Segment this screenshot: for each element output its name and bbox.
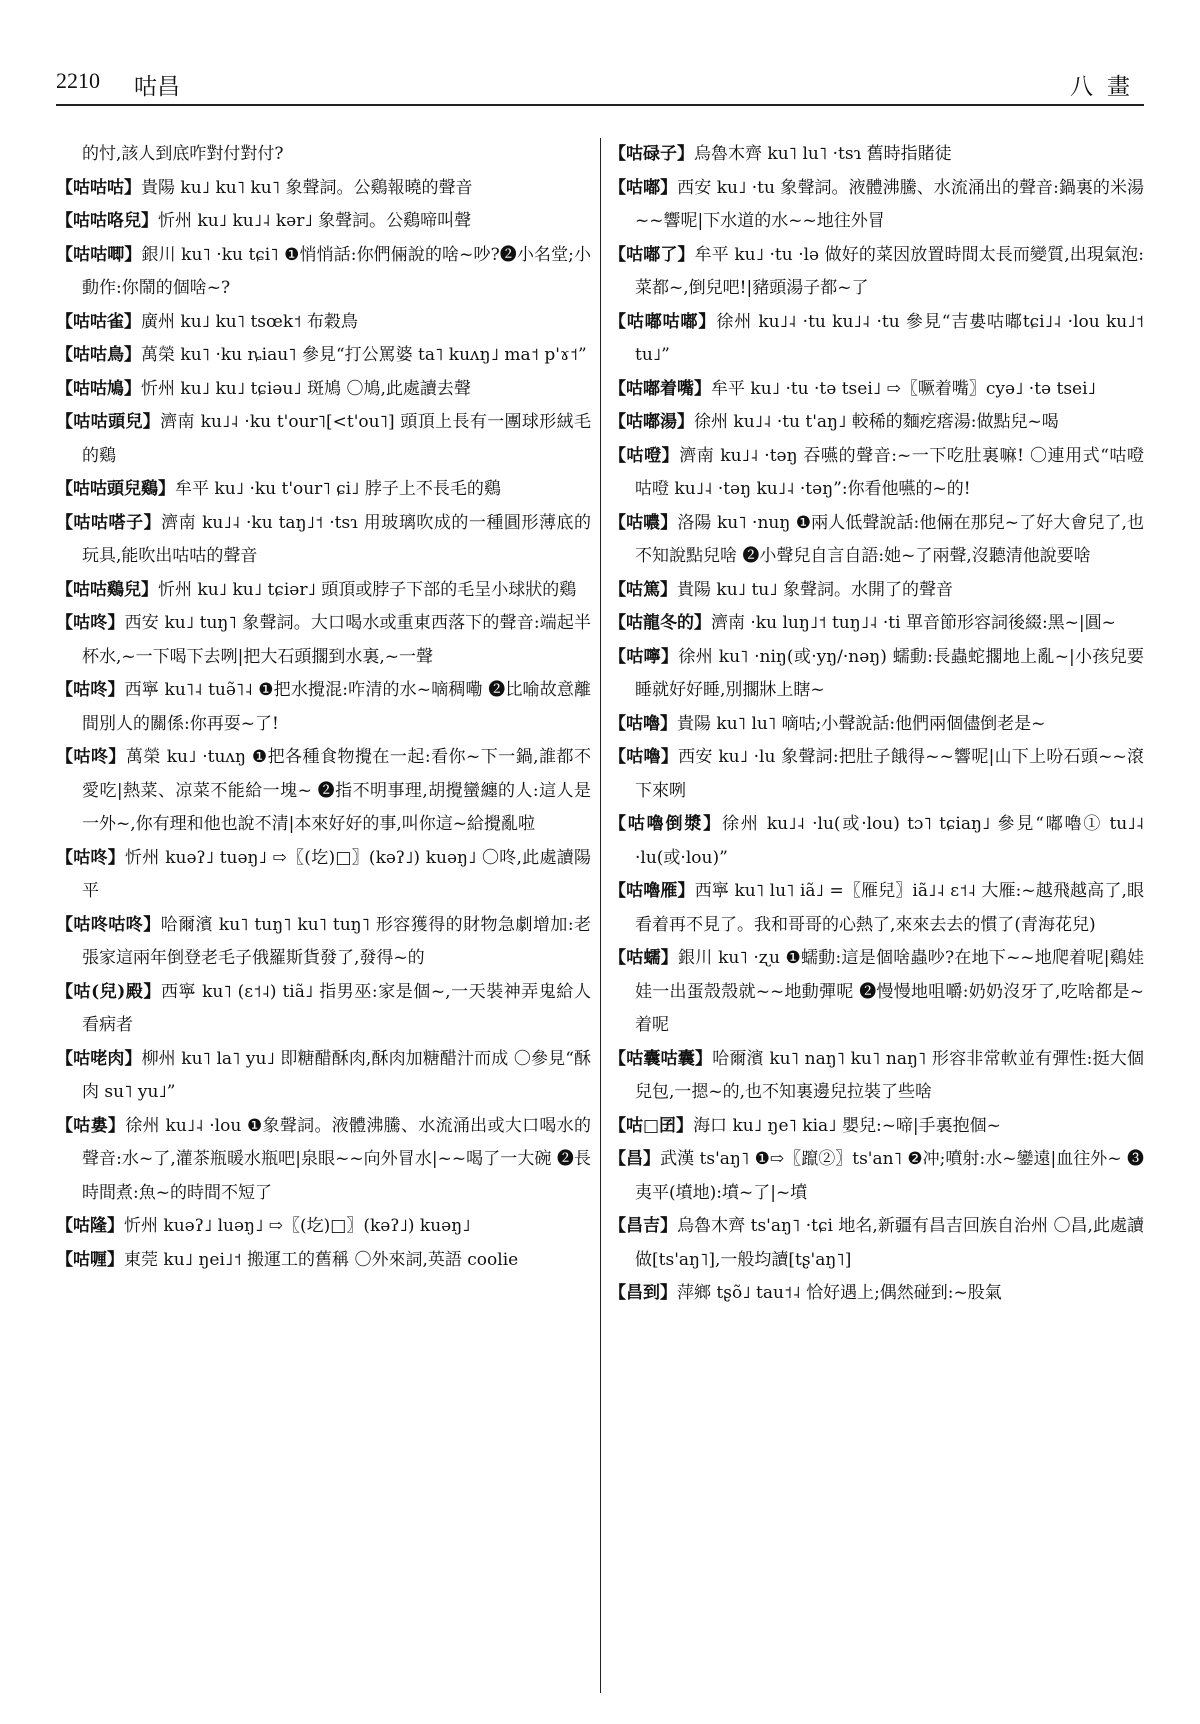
running-headword: 咕昌 [134, 74, 180, 100]
dictionary-entry [56, 976, 591, 1043]
entry-headword: 【咕篤】 [609, 579, 677, 600]
dictionary-entry [609, 1210, 1144, 1277]
entry-headword: 【咕咚】 [56, 847, 126, 868]
entry-headword: 【咕喱】 [56, 1249, 124, 1270]
entry-definition: 貴陽 ku˩ tu˩ 象聲詞。水開了的聲音 [677, 579, 954, 600]
entry-headword: 【咕碌子】 [609, 144, 694, 164]
dictionary-entry [56, 1110, 591, 1211]
dictionary-entry [609, 138, 1144, 172]
entry-headword: 【咕咕唧】 [56, 244, 142, 265]
entry-definition: 西寧 ku˥ lu˥ iã˩ =〖雁兒〗iã˩˨ ɛ˦˨ 大雁:~越飛越高了,眼看着再不見了。我和哥哥的心熱了,來來去去的慣了(青海花兒) [635, 881, 1144, 935]
entry-headword: 【咕婁】 [56, 1115, 126, 1136]
dictionary-entry [609, 306, 1144, 373]
entry-definition: 徐州 ku˩˨ ·tu ku˩˨ ·tu 參見“吉婁咕嘟tɕi˩˨ ·lou ku˩˦ tu˩” [635, 311, 1144, 365]
dictionary-entry [56, 373, 591, 407]
dictionary-entry [609, 875, 1144, 942]
entry-definition: 武漢 ts'aŋ˥ ❶⇨〖躥②〗ts'an˥ ❷冲;噴射:水~鑾遠|血往外~ ❸夷平(墳地):墳~了|~墳 [635, 1149, 1144, 1203]
dictionary-entry [56, 138, 591, 172]
page-header [56, 68, 1144, 106]
entry-definition: 哈爾濱 ku˥ tuŋ˥ ku˥ tuŋ˥ 形容獲得的財物急劇增加:老張家這兩年倒登老毛子俄羅斯貨發了,發得~的 [82, 914, 591, 968]
dictionary-entry [609, 1110, 1144, 1144]
left-column [56, 138, 591, 1698]
dictionary-entry [56, 406, 591, 473]
dictionary-entry [609, 172, 1144, 239]
entry-headword: 【咕囊咕囊】 [609, 1048, 713, 1069]
entry-headword: 【咕咚】 [56, 680, 125, 700]
entry-definition: 忻州 kuəʔ˩ tuəŋ˩ ⇨〖(圪)□〗(kəʔ˩) kuəŋ˩ 〇咚,此處讀陽平 [82, 847, 591, 901]
column-divider [600, 138, 601, 1693]
entry-definition: 萬榮 ku˥ ·ku ȵiau˥ 參見“打公罵婆 ta˥ kuʌŋ˩ ma˦ p'ɤ˦” [141, 345, 587, 365]
entry-definition: 忻州 kuəʔ˩ luəŋ˩ ⇨〖(圪)□〗(kəʔ˩) kuəŋ˩ [124, 1216, 471, 1236]
dictionary-entry [56, 172, 591, 206]
entry-headword: 【昌到】 [609, 1283, 677, 1303]
entry-definition: 徐州 ku˩˨ ·lou ❶象聲詞。液體沸騰、水流涌出或大口喝水的聲音:水~了,灌茶瓶暖水瓶吧|泉眼~~向外冒水|~~喝了一大碗 ❷長時間煮:魚~的時間不短了 [82, 1115, 591, 1203]
entry-definition: 濟南 ku˩˨ ·ku taŋ˩˦ ·tsɿ 用玻璃吹成的一種圓形薄底的玩具,能吹出咕咕的聲音 [82, 512, 591, 566]
entry-definition: 西寧 ku˥˨ tuə̃˥˨ ❶把水攪混:咋清的水~嘀稠嘞 ❷比喻故意離間別人的關係:你再耍~了! [82, 680, 591, 734]
entry-headword: 【咕噥】 [609, 512, 678, 533]
dictionary-entry [56, 842, 591, 909]
entry-headword: 【咕嘟湯】 [609, 412, 694, 432]
entry-definition: 洛陽 ku˥ ·nuŋ ❶兩人低聲說話:他倆在那兒~了好大會兒了,也不知說點兒啥 ❷小聲兒自言自語:她~了兩聲,沒聽清他說要啥 [635, 512, 1144, 566]
entry-definition: 的忖,該人到底咋對付對付? [82, 144, 284, 164]
dictionary-entry [609, 507, 1144, 574]
dictionary-entry [56, 574, 591, 608]
entry-definition: 貴陽 ku˥ lu˥ 嘀咕;小聲說話:他們兩個儘倒老是~ [677, 713, 1046, 734]
entry-headword: 【咕蠕】 [609, 948, 678, 968]
entry-definition: 西安 ku˩ ·tu 象聲詞。液體沸騰、水流涌出的聲音:鍋裏的米湯~~響呢|下水道的水~~地往外冒 [635, 177, 1144, 231]
dictionary-entry [609, 641, 1144, 708]
entry-headword: 【咕嚕倒漿】 [609, 814, 722, 834]
entry-headword: 【咕嚀】 [609, 646, 679, 667]
entry-definition: 徐州 ku˥ ·niŋ(或·yŋ/·nəŋ) 蠕動:長蟲蛇擱地上亂~|小孩兒要睡就好好睡,別擱牀上瞎~ [635, 646, 1144, 700]
dictionary-entry [609, 373, 1144, 407]
entry-definition: 濟南 ku˩˨ ·təŋ 吞嚥的聲音:~一下吃肚裏嘛! 〇連用式“咕噔咕噔 ku˩˨ ·təŋ ku˩˨ ·təŋ”:你看他嚥的~的! [635, 445, 1144, 499]
entry-definition: 海口 ku˩ ŋe˥ kia˩ 嬰兒:~啼|手裏抱個~ [693, 1115, 1001, 1136]
entry-headword: 【咕嘟着嘴】 [609, 378, 711, 399]
entry-headword: 【咕咕鷄兒】 [56, 579, 158, 600]
entry-definition: 西安 ku˩ ·lu 象聲詞:把肚子餓得~~響呢|山下上吩石頭~~滾下來咧 [635, 747, 1144, 801]
entry-definition: 烏魯木齊 ku˥ lu˥ ·tsɿ 舊時指賭徒 [694, 144, 952, 164]
entry-definition: 濟南 ·ku luŋ˩˦ tuŋ˩˨ ·ti 單音節形容詞後綴:黑~|圓~ [711, 613, 1116, 633]
entry-definition: 徐州 ku˩˨ ·lu(或·lou) tɔ˥ tɕiaŋ˩ 參見“嘟嚕① tu˩˨ ·lu(或·lou)” [635, 814, 1144, 868]
entry-headword: 【咕龍冬的】 [609, 613, 711, 633]
dictionary-entry [56, 339, 591, 373]
entry-headword: 【咕嘟】 [609, 177, 678, 198]
dictionary-entry [56, 909, 591, 976]
dictionary-entry [609, 708, 1144, 742]
dictionary-entry [56, 239, 591, 306]
entry-headword: 【咕咕雀】 [56, 311, 141, 332]
entry-definition: 牟平 ku˩ ·ku t'our˥ ɕi˩ 脖子上不長毛的鷄 [175, 479, 501, 499]
entry-definition: 西寧 ku˥ (ɛ˦˨) tiã˩ 指男巫:家是個~,一天裝神弄鬼給人看病者 [82, 981, 591, 1035]
dictionary-entry [609, 808, 1144, 875]
dictionary-entry [609, 440, 1144, 507]
entry-definition: 徐州 ku˩˨ ·tu t'aŋ˩ 較稀的麵疙瘩湯:做點兒~喝 [694, 412, 1059, 432]
entry-definition: 哈爾濱 ku˥ naŋ˥ ku˥ naŋ˥ 形容非常軟並有彈性:挺大個兒包,一摁~的,也不知裏邊兒拉裝了些啥 [635, 1048, 1144, 1102]
section-label: 八畫 [1070, 74, 1144, 100]
entry-headword: 【咕噔】 [609, 445, 680, 466]
entry-definition: 忻州 ku˩ ku˩ tɕiər˩ 頭頂或脖子下部的毛呈小球狀的鷄 [158, 579, 577, 600]
dictionary-entry [56, 1244, 591, 1278]
entry-definition: 銀川 ku˥ ·ʐu ❶蠕動:這是個啥蟲吵?在地下~~地爬着呢|鷄娃娃一出蛋殼殼就~~地動彈呢 ❷慢慢地咀嚼:奶奶沒牙了,吃啥都是~着呢 [635, 948, 1144, 1035]
dictionary-entry [609, 741, 1144, 808]
dictionary-entry [609, 607, 1144, 641]
entry-headword: 【咕咕鳩】 [56, 378, 141, 399]
dictionary-entry [56, 205, 591, 239]
entry-definition: 廣州 ku˩ ku˥ tsœk˦ 布穀鳥 [141, 311, 358, 332]
entry-definition: 萬榮 ku˩ ·tuʌŋ ❶把各種食物攪在一起:看你~下一鍋,誰都不愛吃|熱菜、凉菜不能給一塊~ ❷指不明事理,胡攪蠻纏的人:這人是一外~,你有理和他也說不清|本來好好的事,叫你這~給攪亂啦 [82, 747, 591, 834]
entry-definition: 柳州 ku˥ la˥ yu˩ 即糖醋酥肉,酥肉加糖醋汁而成 〇參見“酥肉 su˥ yu˩” [82, 1048, 591, 1102]
dictionary-entry [56, 306, 591, 340]
entry-headword: 【咕咚】 [56, 613, 125, 633]
right-column [609, 138, 1144, 1698]
entry-definition: 西安 ku˩ tuŋ˥ 象聲詞。大口喝水或重東西落下的聲音:端起半杯水,~一下喝下去咧|把大石頭擱到水裏,~一聲 [82, 613, 591, 667]
entry-definition: 貴陽 ku˩ ku˥ ku˥ 象聲詞。公鷄報曉的聲音 [141, 177, 473, 198]
dictionary-entry [609, 1277, 1144, 1311]
dictionary-entry [56, 741, 591, 842]
entry-headword: 【咕隆】 [56, 1216, 124, 1236]
entry-headword: 【咕咕咯兒】 [56, 211, 158, 231]
page-number: 2210 [56, 68, 100, 93]
entry-headword: 【咕(兒)殿】 [56, 981, 161, 1002]
entry-definition: 忻州 ku˩ ku˩˨ kər˩ 象聲詞。公鷄啼叫聲 [158, 211, 472, 231]
dictionary-entry [56, 507, 591, 574]
entry-headword: 【咕咾肉】 [56, 1048, 142, 1069]
entry-definition: 烏魯木齊 ts'aŋ˥ ·tɕi 地名,新疆有昌吉回族自治州 〇昌,此處讀做[ts'aŋ˥],一般均讀[tʂ'aŋ˥] [635, 1216, 1144, 1270]
entry-headword: 【咕嘟咕嘟】 [609, 311, 717, 332]
entry-definition: 萍鄉 tʂõ˩ tau˦˨ 恰好遇上;偶然碰到:~股氣 [677, 1283, 1002, 1303]
dictionary-entry [56, 607, 591, 674]
entry-headword: 【咕咕嗒子】 [56, 512, 162, 533]
entry-headword: 【咕咕鳥】 [56, 345, 141, 365]
dictionary-entry [609, 1143, 1144, 1210]
entry-headword: 【昌】 [609, 1149, 661, 1169]
entry-headword: 【昌吉】 [609, 1216, 678, 1236]
entry-definition: 牟平 ku˩ ·tu ·tə tsei˩ ⇨〖噘着嘴〗cyə˩ ·tə tsei˩ [711, 378, 1096, 399]
entry-definition: 濟南 ku˩˨ ·ku t'our˥[<t'ou˥] 頭頂上長有一團球形絨毛的鷄 [82, 412, 591, 466]
dictionary-entry [56, 1210, 591, 1244]
dictionary-columns [56, 138, 1144, 1698]
entry-headword: 【咕咚】 [56, 747, 126, 767]
dictionary-entry [609, 406, 1144, 440]
entry-headword: 【咕□囝】 [609, 1115, 694, 1136]
dictionary-entry [56, 1043, 591, 1110]
entry-headword: 【咕咕咕】 [56, 177, 141, 198]
dictionary-entry [609, 574, 1144, 608]
entry-headword: 【咕嚕】 [609, 747, 679, 767]
entry-headword: 【咕咚咕咚】 [56, 914, 161, 935]
entry-definition: 銀川 ku˥ ·ku tɕi˥ ❶悄悄話:你們倆說的啥~吵?❷小名堂;小動作:你鬧的個啥~? [82, 244, 591, 298]
dictionary-entry [56, 674, 591, 741]
dictionary-entry [609, 942, 1144, 1043]
entry-headword: 【咕嚕雁】 [609, 881, 695, 901]
entry-definition: 忻州 ku˩ ku˩ tɕiəu˩ 斑鳩 〇鳩,此處讀去聲 [141, 378, 471, 399]
entry-headword: 【咕咕頭兒鷄】 [56, 479, 175, 499]
dictionary-entry [609, 1043, 1144, 1110]
entry-headword: 【咕嘟了】 [609, 244, 695, 265]
dictionary-entry [56, 473, 591, 507]
dictionary-entry [609, 239, 1144, 306]
entry-headword: 【咕嚕】 [609, 713, 677, 734]
entry-headword: 【咕咕頭兒】 [56, 412, 161, 432]
entry-definition: 牟平 ku˩ ·tu ·lə 做好的菜因放置時間太長而變質,出現氣泡:菜都~,倒兒吧!|豬頭湯子都~了 [635, 244, 1144, 298]
entry-definition: 東莞 ku˩ ŋei˩˦ 搬運工的舊稱 〇外來詞,英語 coolie [124, 1249, 519, 1270]
